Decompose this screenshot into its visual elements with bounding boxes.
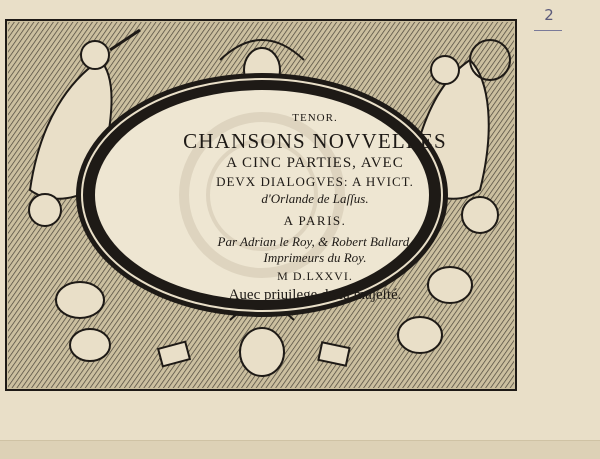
author-line: d'Orlande de Laſſus. <box>261 191 369 206</box>
shelfmark-number: 2 <box>544 6 554 24</box>
subtitle-line-2: DEVX DIALOGVES: A HVICT. <box>216 174 414 189</box>
printer-line-1: Par Adrian le Roy, & Robert Ballard. <box>217 234 413 249</box>
printer-line-2: Imprimeurs du Roy. <box>263 250 367 265</box>
title-text-block <box>150 104 480 304</box>
place-of-publication: A PARIS. <box>283 213 347 228</box>
page-bottom-edge <box>0 440 600 459</box>
subtitle-line-1: A CINC PARTIES, AVEC <box>226 155 404 171</box>
voice-part-label: TENOR. <box>292 112 338 124</box>
publication-year: M D.LXXVI. <box>277 269 353 283</box>
shelfmark-underline <box>534 30 562 31</box>
privilege-line: Auec priuilege de ſa majeſté. <box>228 287 402 303</box>
left-lion-head <box>29 194 61 226</box>
main-title: CHANSONS NOVVELLES <box>183 129 447 153</box>
